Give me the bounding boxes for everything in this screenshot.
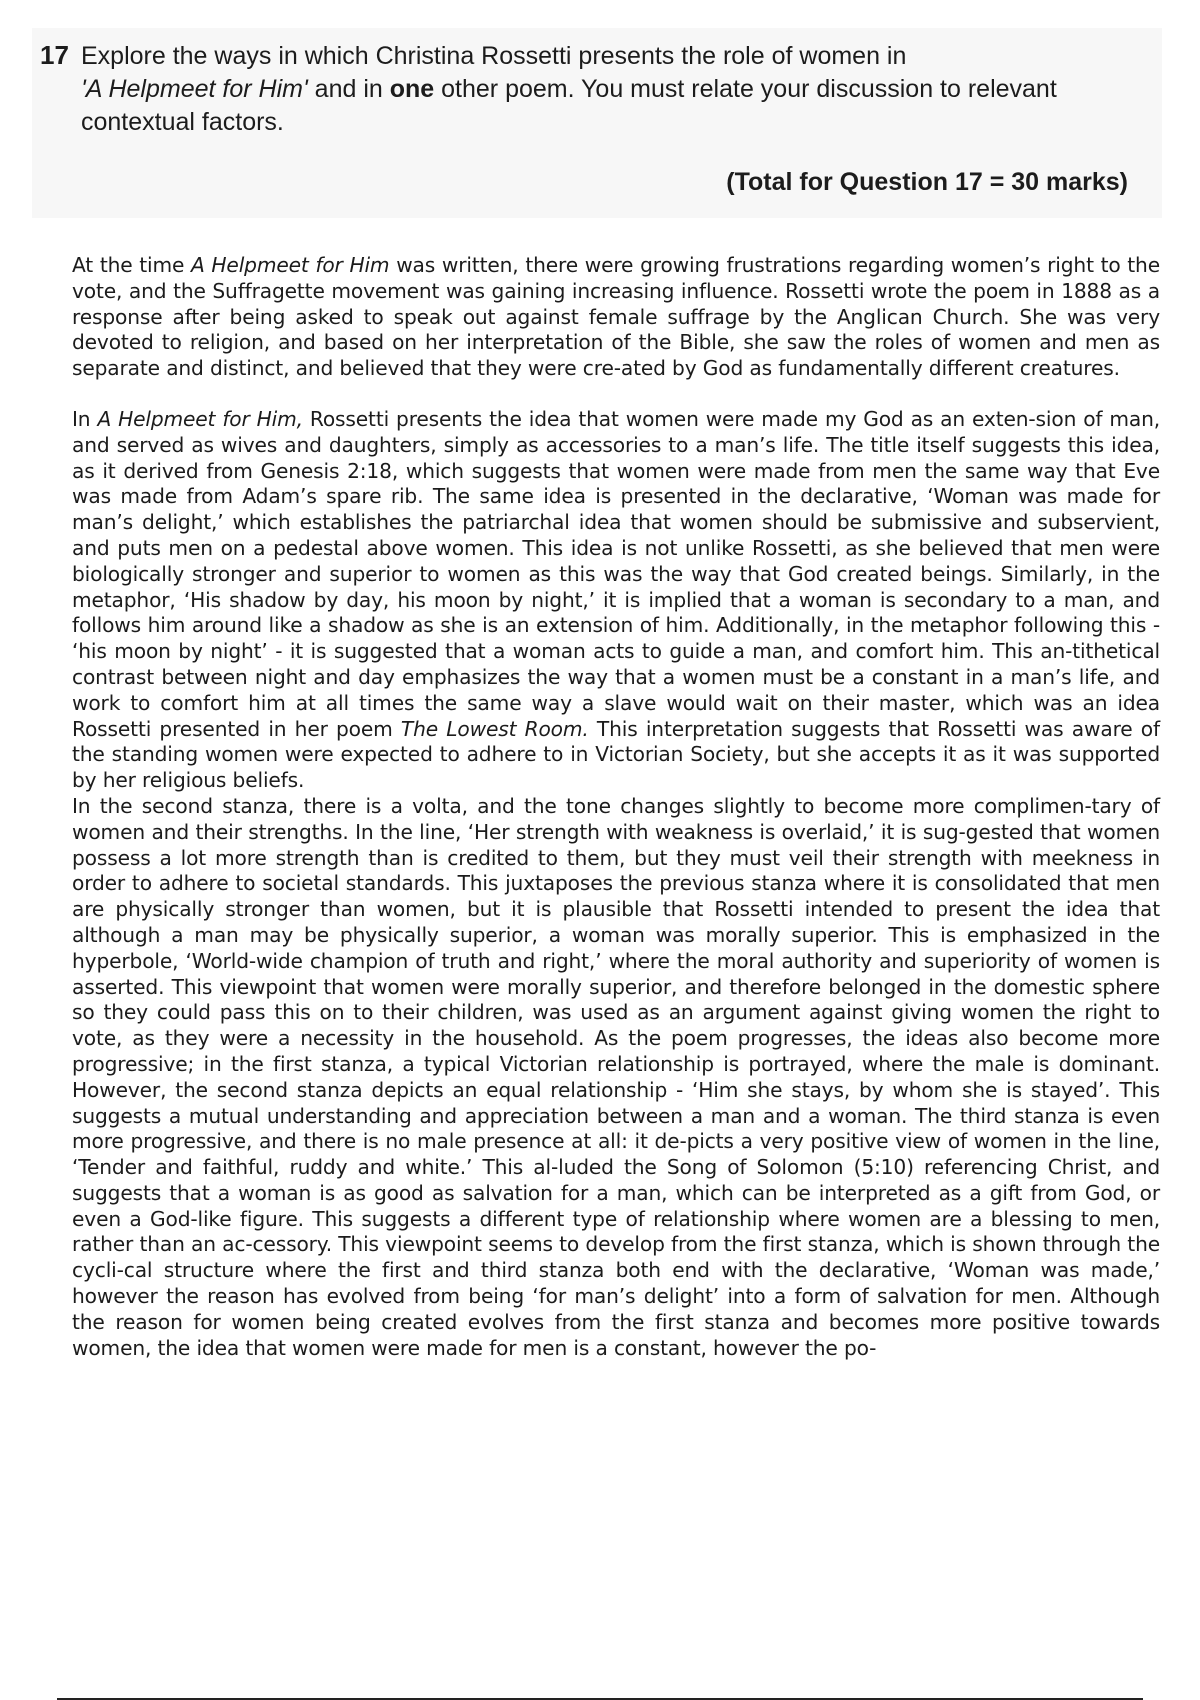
poem-title: 'A Helpmeet for Him' xyxy=(81,75,308,103)
prompt-part1: Explore the ways in which Christina Rossetti presents the role of women in xyxy=(81,42,907,70)
question-prompt xyxy=(81,40,1101,139)
prompt-part3: other poem. You must relate your discussion to relevant contextual factors. xyxy=(81,75,1057,136)
para2-poem-title: A Helpmeet for Him, xyxy=(97,406,303,431)
para1-poem-title: A Helpmeet for Him xyxy=(191,253,390,277)
answer-text xyxy=(72,253,1160,1361)
question-total-marks: (Total for Question 17 = 30 marks) xyxy=(726,168,1128,196)
prompt-part2: and in xyxy=(307,75,390,103)
prompt-emphasis: one xyxy=(389,75,435,103)
answer-paragraph-2 xyxy=(72,407,1160,794)
answer-paragraph-3: In the second stanza, there is a volta, and the tone changes slightly to become more complimen-tary of women and their strengths. In the line, ‘Her strength with weakness is overlaid,’ it is sug-gested that women possess a lot more strength than is credited to them, but they must veil their strength with meekness in order to adhere to societal standards. This juxtaposes the previous stanza where it is consolidated that men are physically stronger than women, but it is plausible that Rossetti intended to present the idea that although a man may be physically superior, a woman was morally superior. This is emphasized in the hyperbole, ‘World-wide champion of truth and right,’ where the moral authority and superiority of women is asserted. This viewpoint that women were morally superior, and therefore belonged in the domestic sphere so they could pass this on to their children, was used as an argument against giving women the right to vote, as they were a necessity in the household. As the poem progresses, the ideas also become more progressive; in the first stanza, a typical Victorian relationship is portrayed, where the male is dominant. However, the second stanza depicts an equal relationship - ‘Him she stays, by whom she is stayed’. This suggests a mutual understanding and appreciation between a man and a woman. The third stanza is even more progressive, and there is no male presence at all: it de-picts a very positive view of women in the line, ‘Tender and faithful, ruddy and white.’ This al-luded the Song of Solomon (5:10) referencing Christ, and suggests that a woman is as good as salvation for a man, which can be interpreted as a gift from God, or even a God-like figure. This suggests a different type of relationship where women are a blessing to men, rather than an ac-cessory. This viewpoint seems to develop from the first stanza, which is shown through the cycli-cal structure where the first and third stanza both end with the declarative, ‘Woman was made,’ however the reason has evolved from being ‘for man’s delight’ into a form of salvation for men. Although the reason for women being created evolves from the first stanza and becomes more positive towards women, the idea that women were made for men is a constant, however the po- xyxy=(72,793,1160,1360)
para1-body: was written, there were growing frustrations regarding women’s right to the vote, and the Suffragette movement was gaining increasing influence. Rossetti wrote the poem in 1888 as a response after being asked to speak out against female suffrage by the Anglican Church. She was very devoted to religion, and based on her interpretation of the Bible, she saw the roles of women and men as separate and distinct, and believed that they were cre-ated by God as fundamentally different creatures. xyxy=(72,253,1160,381)
answer-paragraph-1 xyxy=(72,253,1160,382)
question-number: 17 xyxy=(40,40,69,70)
para2-body: Rossetti presents the idea that women were made my God as an exten-sion of man, and served as wives and daughters, simply as accessories to a man’s life. The title itself suggests this idea, as it derived from Genesis 2:18, which suggests that women were made from men the same way that Eve was made from Adam’s spare rib. The same idea is presented in the declarative, ‘Woman was made for man’s delight,’ which establishes the patriarchal idea that women should be submissive and subservient, and puts men on a pedestal above women. This idea is not unlike Rossetti, as she believed that men were biologically stronger and superior to women as this was the way that God created beings. Similarly, in the metaphor, ‘His shadow by day, his moon by night,’ it is implied that a woman is secondary to a man, and follows him around like a shadow as she is an extension of him. Additionally, in the metaphor following this - ‘his moon by night’ - it is suggested that a woman acts to guide a man, and comfort him. This an-tithetical contrast between night and day emphasizes the way that a women must be a constant in a man’s life, and work to comfort him at all times the same way a slave would wait on their master, which was an idea Rossetti presented in her poem xyxy=(72,406,1160,741)
para2-poem-title-2: The Lowest Room. xyxy=(400,716,589,741)
para2-end: This interpretation suggests that Rossetti was aware of the standing women were expected to adhere to in Victorian Society, but she accepts it as it was supported by her religious beliefs. xyxy=(72,716,1160,793)
para1-lead: At the time xyxy=(72,253,191,277)
para2-lead: In xyxy=(72,406,98,431)
